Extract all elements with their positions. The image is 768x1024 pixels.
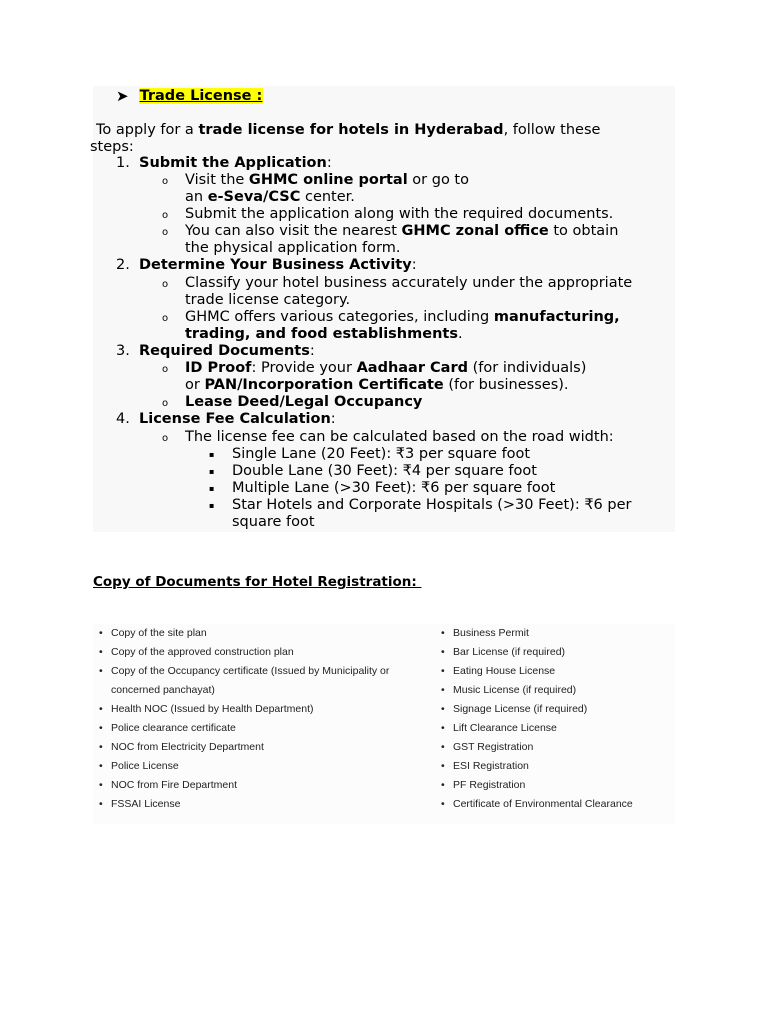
document-item: • ESI Registration [441,760,529,772]
document-item: • Copy of the Occupancy certificate (Issued by Municipality or concerned panchayat) [99,665,390,696]
document-item: • NOC from Fire Department [99,779,238,791]
document-item: • Health NOC (Issued by Health Department) [99,703,314,715]
document-item: • Police License [99,760,179,772]
document-item: • Music License (if required) [441,684,577,696]
trade-license-title: Trade License : [139,88,263,104]
documents-right-column [441,624,671,814]
documents-left-column [99,624,429,814]
intro-paragraph: To apply for a trade license for hotels in Hyderabad, follow these steps: [90,122,601,156]
copy-documents-title: Copy of Documents for Hotel Registration: [93,574,422,590]
document-item: • GST Registration [441,741,534,753]
document-item: • Copy of the site plan [99,627,207,639]
document-item: • Business Permit [441,627,529,639]
trade-license-heading [116,87,263,105]
document-item: • Signage License (if required) [441,703,588,715]
document-item: • NOC from Electricity Department [99,741,264,753]
arrow-bullet-icon: ➤ [116,87,129,105]
document-item: • Copy of the approved construction plan [99,646,294,658]
document-item: • Eating House License [441,665,556,677]
document-item: • Bar License (if required) [441,646,566,658]
document-item: • FSSAI License [99,798,181,810]
documents-list [93,624,675,824]
document-item: • PF Registration [441,779,526,791]
document-item: • Police clearance certificate [99,722,236,734]
document-item: • Certificate of Environmental Clearance [441,798,633,810]
document-item: • Lift Clearance License [441,722,557,734]
